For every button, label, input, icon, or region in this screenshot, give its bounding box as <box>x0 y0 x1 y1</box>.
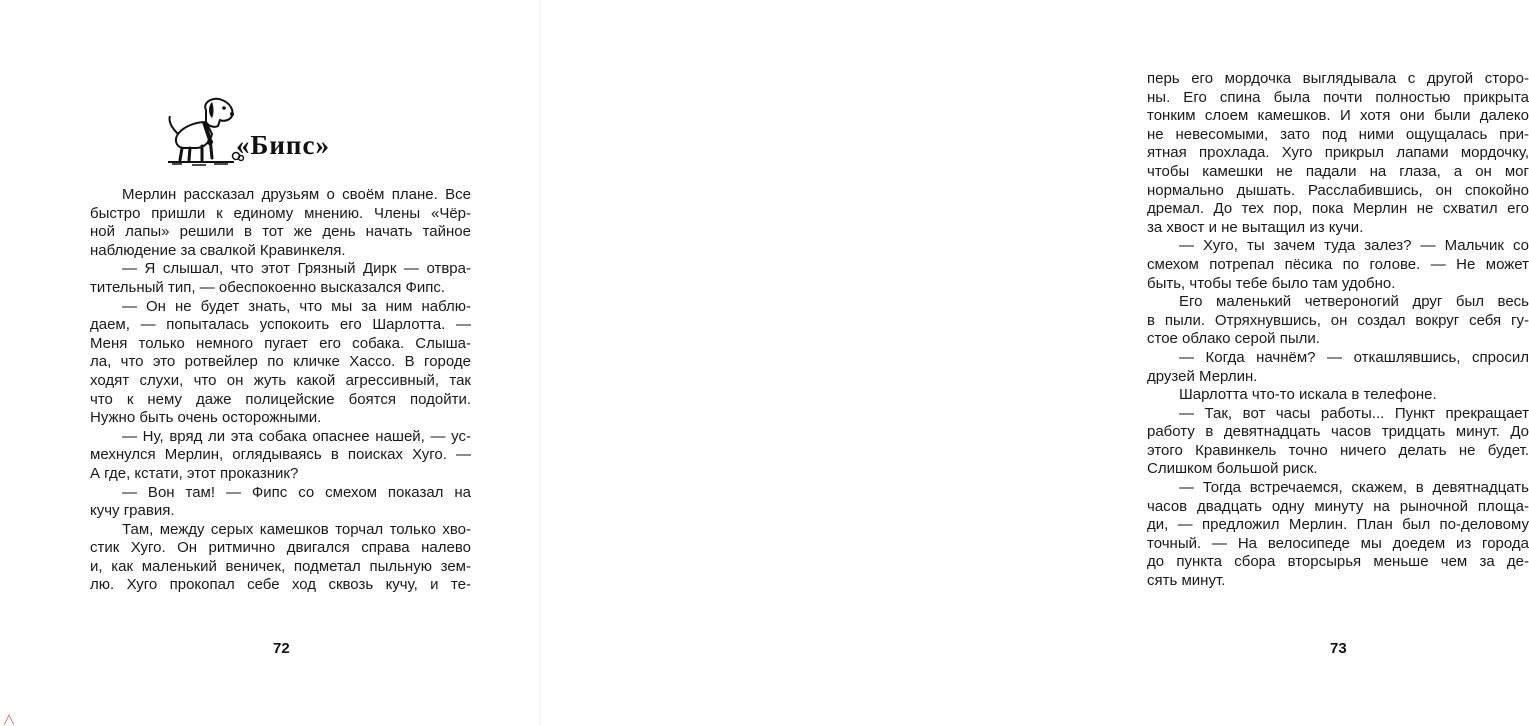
right-page <box>540 0 1529 726</box>
text-line: быстро пришли к единому мнению. Члены «Чёр- <box>90 204 471 222</box>
text-line: перь его мордочка выглядывала с другой сторо- <box>1147 70 1529 87</box>
page-number-left: 72 <box>273 640 290 657</box>
left-page <box>0 0 540 726</box>
text-line: — Когда начнём? — откашлявшись, спросил <box>1179 348 1529 366</box>
text-line: — Тогда встречаемся, скажем, в девятнадцать <box>1179 479 1529 497</box>
text-line: — Хуго, ты зачем туда залез? — Мальчик со <box>1179 237 1529 255</box>
text-line: чтобы камешки не падали на глаза, а он мог <box>1147 162 1529 180</box>
text-line: в пыли. Отряхнувшись, он создал вокруг себя гу- <box>1147 311 1529 329</box>
text-line: кучу гравия. <box>90 502 175 520</box>
text-line: нормально дышать. Расслабившись, он спокойно <box>1147 181 1529 199</box>
text-line: — Я слышал, что этот Грязный Дирк — отвра- <box>122 260 471 278</box>
text-line: тонким слоем камешков. И хотя они были далеко <box>1147 107 1529 125</box>
text-line: часов двадцать одну минуту на рыночной площа- <box>1147 497 1529 515</box>
chapter-title: «Бипс» <box>236 130 330 160</box>
text-line: — Так, вот часы работы... Пункт прекращает <box>1179 404 1529 422</box>
chapter-heading <box>162 92 352 172</box>
text-line: — Ну, вряд ли эта собака опаснее нашей, — ус- <box>122 427 471 445</box>
text-line: ятная прохлада. Хуго прикрыл лапами мордочку, <box>1147 144 1529 162</box>
text-line: Шарлотта что-то искала в телефоне. <box>1179 386 1437 404</box>
text-line: тительный тип, — обеспокоенно высказался Фипс. <box>90 278 446 296</box>
dog-illustration <box>162 92 242 168</box>
text-line: друзей Мерлин. <box>1147 367 1258 385</box>
text-line: и, как маленький веничек, подметал пыльную зем- <box>90 557 471 575</box>
text-line: Слишком большой риск. <box>1147 460 1318 478</box>
text-line: что к нему даже полицейские боятся подойти. <box>90 390 471 408</box>
text-line: не невесомыми, зато под ними ощущалась при- <box>1147 125 1529 143</box>
text-line: ла, что это ротвейлер по кличке Хассо. В городе <box>90 353 471 371</box>
text-line: быть, чтобы тебе было там удобно. <box>1147 274 1396 292</box>
page-number-right: 73 <box>1330 640 1347 657</box>
text-line: лю. Хуго прокопал себе ход сквозь кучу, и те- <box>90 576 471 594</box>
text-line: мехнулся Мерлин, оглядываясь в поисках Хуго. — <box>90 446 471 464</box>
text-line: ны. Его спина была почти полностью прикрыта <box>1147 88 1529 106</box>
text-line: даем, — попыталась успокоить его Шарлотта. — <box>90 316 471 334</box>
text-line: сять минут. <box>1147 572 1226 590</box>
text-line: Меня только немного пугает его собака. Слыша- <box>90 334 471 352</box>
text-line: ходят слухи, что он жуть какой агрессивный, так <box>90 371 471 389</box>
text-line: работу в девятнадцать часов тридцать минут. До <box>1147 423 1529 441</box>
text-line: дремал. До тех пор, пока Мерлин не схватил его <box>1147 200 1529 218</box>
text-line: — Он не будет знать, что мы за ним наблю- <box>122 297 471 315</box>
text-line: за хвост и не вытащил из кучи. <box>1147 218 1364 236</box>
text-line: до пункта сбора вторсырья меньше чем за де- <box>1147 553 1529 571</box>
text-line: этого Кравинкель точно ничего делать не будет. <box>1147 441 1529 459</box>
text-line: А где, кстати, этот проказник? <box>90 464 299 482</box>
left-page-text <box>90 186 471 595</box>
text-line: ной лапы» решили в тот же день начать тайное <box>90 223 471 241</box>
text-line: Мерлин рассказал друзьям о своём плане. Все <box>122 186 471 203</box>
right-page-text <box>1147 70 1529 591</box>
text-line: стое облако серой пыли. <box>1147 330 1320 348</box>
crop-mark-icon <box>2 712 16 726</box>
text-line: — Вон там! — Фипс со смехом показал на <box>122 483 471 501</box>
text-line: стик Хуго. Он ритмично двигался справа налево <box>90 539 471 557</box>
text-line: Там, между серых камешков торчал только хво- <box>122 520 471 538</box>
text-line: наблюдение за свалкой Кравинкеля. <box>90 241 346 259</box>
text-line: ди, — предложил Мерлин. План был по-деловому <box>1147 516 1529 534</box>
text-line: Нужно быть очень осторожными. <box>90 409 322 427</box>
text-line: точный. — На велосипеде мы доедем из города <box>1147 534 1529 552</box>
text-line: смехом потрепал пёсика по голове. — Не может <box>1147 255 1529 273</box>
text-line: Его маленький четвероногий друг был весь <box>1179 293 1529 311</box>
